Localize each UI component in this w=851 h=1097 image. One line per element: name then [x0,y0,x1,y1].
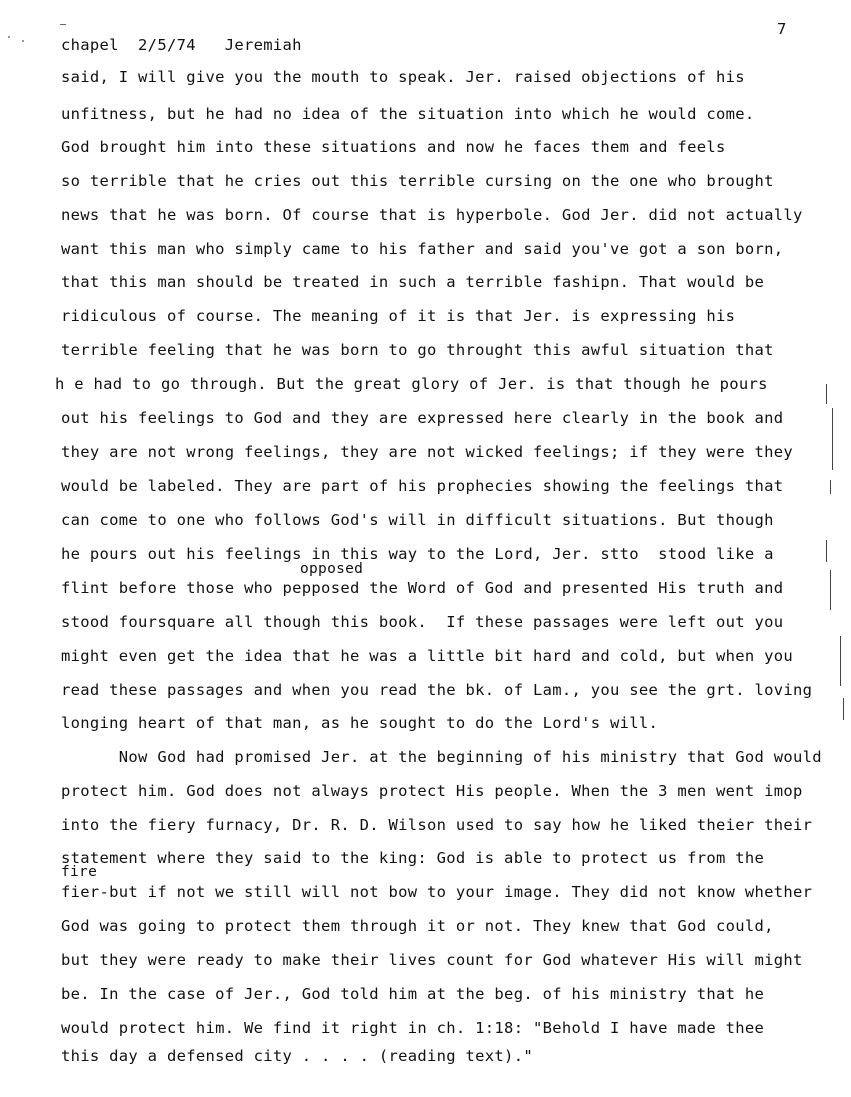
text-line: would protect him. We find it right in ch. 1:18: "Behold I have made thee [61,1019,765,1037]
text-line: statement where they said to the king: God is able to protect us from the [61,849,765,867]
text-line: news that he was born. Of course that is hyperbole. God Jer. did not actually [61,206,803,224]
page-header: chapel 2/5/74 Jeremiah [61,36,302,54]
text-line: that this man should be treated in such a terrible fashipn. That would be [61,273,765,291]
margin-mark [832,408,833,470]
text-line: God was going to protect them through it or not. They knew that God could, [61,917,774,935]
margin-mark [826,540,827,562]
text-line: this day a defensed city . . . . (reading text)." [61,1047,533,1065]
text-line: Now God had promised Jer. at the beginning of his ministry that God would [61,748,822,766]
text-line: protect him. God does not always protect His people. When the 3 men went imop [61,782,803,800]
text-line: be. In the case of Jer., God told him at the beg. of his ministry that he [61,985,765,1003]
text-line: flint before those who pepposed the Word of God and presented His truth and [61,579,784,597]
handwritten-insert-opposed: opposed [300,561,364,577]
text-line: read these passages and when you read the bk. of Lam., you see the grt. loving [61,681,813,699]
page-number: 7 [777,20,787,38]
scan-mark [60,24,66,25]
text-line: but they were ready to make their lives count for God whatever His will might [61,951,803,969]
handwritten-insert-fire: fire [61,864,98,880]
text-line: out his feelings to God and they are expressed here clearly in the book and [61,409,784,427]
text-line: said, I will give you the mouth to speak. Jer. raised objections of his [61,68,745,86]
text-line: they are not wrong feelings, they are not wicked feelings; if they were they [61,443,794,461]
text-line: can come to one who follows God's will in difficult situations. But though [61,511,774,529]
margin-mark [826,384,827,404]
text-line: want this man who simply came to his father and said you've got a son born, [61,240,784,258]
text-line: would be labeled. They are part of his prophecies showing the feelings that [61,477,784,495]
text-line: God brought him into these situations and now he faces them and feels [61,138,726,156]
scan-speck [22,40,24,42]
text-line: h e had to go through. But the great glory of Jer. is that though he pours [55,375,768,393]
text-line: unfitness, but he had no idea of the situation into which he would come. [61,105,755,123]
text-line: longing heart of that man, as he sought to do the Lord's will. [61,714,659,732]
text-line: fier-but if not we still will not bow to your image. They did not know whether [61,883,813,901]
scan-speck [8,36,10,38]
text-line: might even get the idea that he was a little bit hard and cold, but when you [61,647,794,665]
text-line: so terrible that he cries out this terrible cursing on the one who brought [61,172,774,190]
margin-mark [843,698,844,720]
margin-mark [830,570,831,610]
text-line: into the fiery furnacy, Dr. R. D. Wilson used to say how he liked theier their [61,816,813,834]
text-line: ridiculous of course. The meaning of it is that Jer. is expressing his [61,307,736,325]
text-line: stood foursquare all though this book. If these passages were left out you [61,613,784,631]
margin-mark [830,480,831,494]
text-line: terrible feeling that he was born to go throught this awful situation that [61,341,774,359]
text-line: he pours out his feelings in this way to the Lord, Jer. stto stood like a [61,545,774,563]
margin-mark [840,636,841,686]
